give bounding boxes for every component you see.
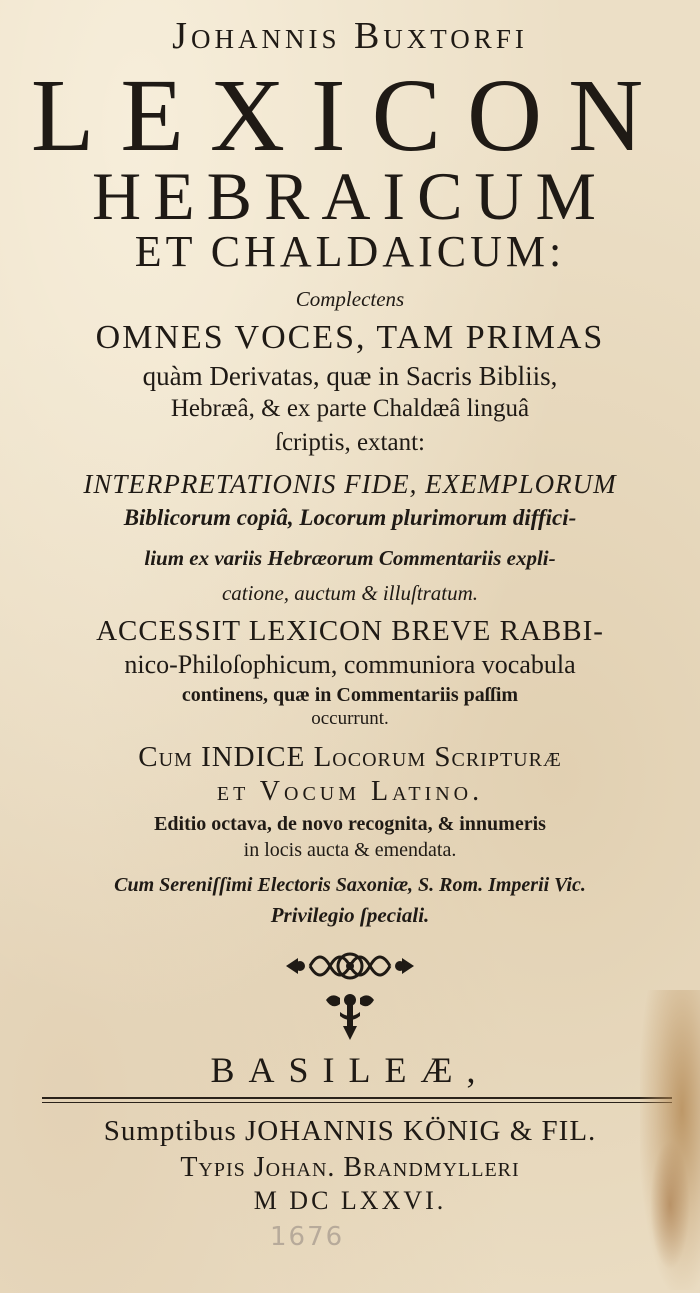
fleuron-icon — [0, 990, 700, 1042]
occurrunt-line: occurrunt. — [311, 708, 389, 729]
catione-line: catione, auctum & illuſtratum. — [221, 581, 479, 605]
editio-line: Editio octava, de novo recognita, & innumeris — [154, 813, 546, 835]
interpretationis-line: INTERPRETATIONIS FIDE, EXEMPLORUM — [83, 469, 617, 499]
hebraea-line: Hebræâ, & ex parte Chaldæâ linguâ — [170, 395, 530, 422]
year-line: M DC LXXVI. — [253, 1186, 447, 1215]
nico-line: nico-Philoſophicum, communiora vocabula — [124, 650, 576, 679]
title-hebraicum: HEBRAICUM — [91, 158, 609, 234]
quam-derivatas-line: quàm Derivatas, quæ in Sacris Bibliis, — [142, 361, 558, 391]
cum-indice-line: Cum INDICE Locorum Scripturæ — [138, 741, 562, 773]
sumptibus-line: Sumptibus JOHANNIS KÖNIG & FIL. — [103, 1115, 597, 1147]
place-line: BASILEÆ, — [210, 1050, 490, 1090]
continens-line: continens, quæ in Commentariis paſſim — [181, 684, 519, 706]
typis-line: Typis Johan. Brandmylleri — [180, 1152, 520, 1183]
complectens-line: Complectens — [295, 287, 405, 311]
divider-rule — [42, 1097, 672, 1103]
author-line: Johannis Buxtorfi — [172, 15, 528, 57]
accessit-line: ACCESSIT LEXICON BREVE RABBI- — [96, 615, 604, 647]
paper-stain-dark — [650, 1140, 690, 1270]
biblicorum-line: Biblicorum copiâ, Locorum plurimorum diffici- — [123, 505, 577, 530]
et-vocum-line: et Vocum Latino. — [216, 776, 484, 807]
scriptis-line: ſcriptis, extant: — [275, 429, 425, 456]
privilegium-line-2: Privilegio ſpeciali. — [270, 903, 430, 927]
title-lexicon: LEXICON — [30, 58, 670, 173]
title-chaldaicum: ET CHALDAICUM: — [134, 227, 566, 276]
in-locis-line: in locis aucta & emendata. — [243, 839, 457, 861]
privilegium-line-1: Cum Sereniſſimi Electoris Saxoniæ, S. Rom. Imperii Vic. — [114, 874, 586, 896]
lium-line: lium ex variis Hebræorum Commentariis expli- — [144, 546, 556, 570]
pencil-note: 1676 — [270, 1222, 345, 1252]
printers-ornament-icon — [0, 944, 700, 988]
omnes-voces-line: OMNES VOCES, TAM PRIMAS — [95, 319, 605, 356]
